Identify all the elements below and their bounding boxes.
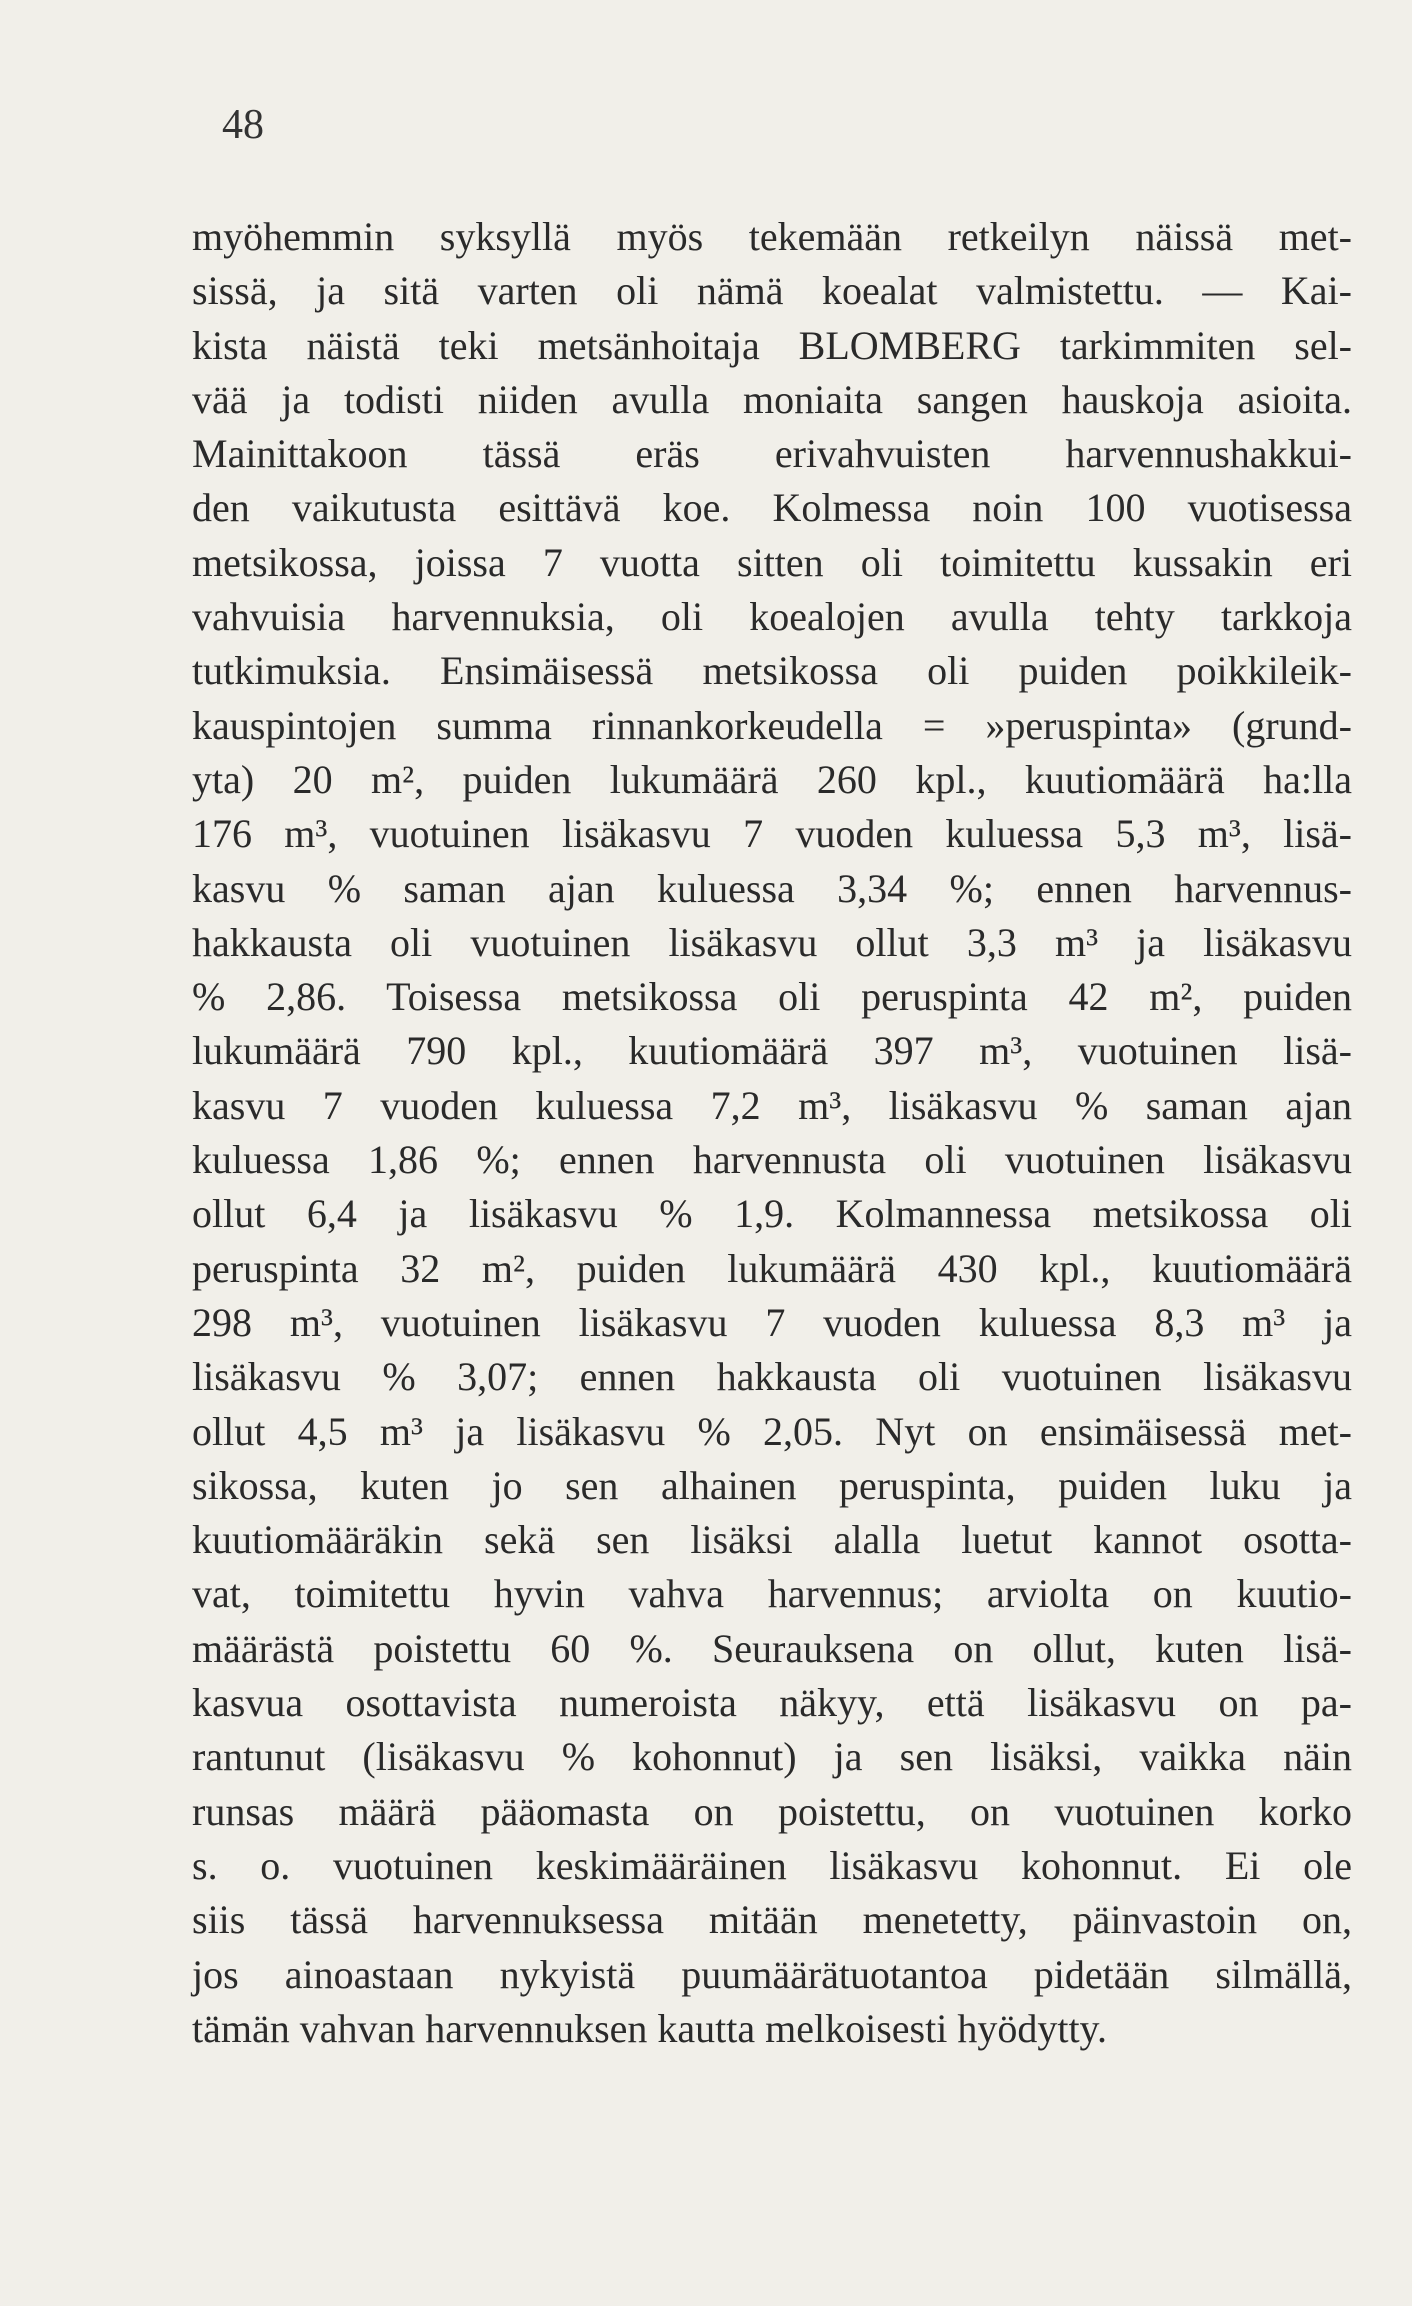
text-line: rantunut (lisäkasvu % kohonnut) ja sen lisäksi, vaikka näin xyxy=(192,1734,1352,1780)
text-line: kista näistä teki metsänhoitaja BLOMBERG tarkimmiten sel- xyxy=(192,322,1352,368)
text-line: s. o. vuotuinen keskimääräinen lisäkasvu kohonnut. Ei ole xyxy=(192,1842,1352,1888)
text-line: ollut 4,5 m³ ja lisäkasvu % 2,05. Nyt on ensimäisessä met- xyxy=(192,1408,1352,1454)
text-line: 298 m³, vuotuinen lisäkasvu 7 vuoden kuluessa 8,3 m³ ja xyxy=(192,1299,1352,1345)
text-line: siis tässä harvennuksessa mitään menetetty, päinvastoin on, xyxy=(192,1897,1352,1943)
text-line: jos ainoastaan nykyistä puumäärätuotantoa pidetään silmällä, xyxy=(192,1951,1352,1997)
text-line: lisäkasvu % 3,07; ennen hakkausta oli vuotuinen lisäkasvu xyxy=(192,1354,1352,1400)
text-line: metsikossa, joissa 7 vuotta sitten oli toimitettu kussakin eri xyxy=(192,539,1352,585)
text-line: peruspinta 32 m², puiden lukumäärä 430 kpl., kuutiomäärä xyxy=(192,1245,1352,1291)
text-line: runsas määrä pääomasta on poistettu, on vuotuinen korko xyxy=(192,1788,1352,1834)
text-line: kasvua osottavista numeroista näkyy, että lisäkasvu on pa- xyxy=(192,1680,1352,1726)
text-line: vää ja todisti niiden avulla moniaita sangen hauskoja asioita. xyxy=(192,376,1352,422)
text-line: määrästä poistettu 60 %. Seurauksena on ollut, kuten lisä- xyxy=(192,1625,1352,1671)
text-line: myöhemmin syksyllä myös tekemään retkeilyn näissä met- xyxy=(192,214,1352,259)
body-text xyxy=(192,210,1352,2056)
text-line: kuluessa 1,86 %; ennen harvennusta oli vuotuinen lisäkasvu xyxy=(192,1137,1352,1183)
text-line: ollut 6,4 ja lisäkasvu % 1,9. Kolmannessa metsikossa oli xyxy=(192,1191,1352,1237)
text-line: kauspintojen summa rinnankorkeudella = »peruspinta» (grund- xyxy=(192,702,1352,748)
text-line: hakkausta oli vuotuinen lisäkasvu ollut 3,3 m³ ja lisäkasvu xyxy=(192,919,1352,965)
text-line: sissä, ja sitä varten oli nämä koealat valmistettu. — Kai- xyxy=(192,268,1352,314)
text-line: % 2,86. Toisessa metsikossa oli peruspinta 42 m², puiden xyxy=(192,974,1352,1020)
text-line: sikossa, kuten jo sen alhainen peruspinta, puiden luku ja xyxy=(192,1462,1352,1508)
text-line: kasvu % saman ajan kuluessa 3,34 %; ennen harvennus- xyxy=(192,865,1352,911)
text-line: kuutiomääräkin sekä sen lisäksi alalla luetut kannot osotta- xyxy=(192,1517,1352,1563)
text-line: vat, toimitettu hyvin vahva harvennus; arviolta on kuutio- xyxy=(192,1571,1352,1617)
text-line: yta) 20 m², puiden lukumäärä 260 kpl., kuutiomäärä ha:lla xyxy=(192,756,1352,802)
text-line: kasvu 7 vuoden kuluessa 7,2 m³, lisäkasvu % saman ajan xyxy=(192,1082,1352,1128)
text-line: lukumäärä 790 kpl., kuutiomäärä 397 m³, vuotuinen lisä- xyxy=(192,1028,1352,1074)
page-number: 48 xyxy=(222,102,264,148)
text-line: 176 m³, vuotuinen lisäkasvu 7 vuoden kuluessa 5,3 m³, lisä- xyxy=(192,811,1352,857)
text-line: tutkimuksia. Ensimäisessä metsikossa oli puiden poikkileik- xyxy=(192,648,1352,694)
text-line: tämän vahvan harvennuksen kautta melkoisesti hyödytty. xyxy=(192,2005,1107,2051)
text-line: vahvuisia harvennuksia, oli koealojen avulla tehty tarkkoja xyxy=(192,594,1352,640)
text-line: den vaikutusta esittävä koe. Kolmessa noin 100 vuotisessa xyxy=(192,485,1352,531)
text-line: Mainittakoon tässä eräs erivahvuisten harvennushakkui- xyxy=(192,431,1352,477)
